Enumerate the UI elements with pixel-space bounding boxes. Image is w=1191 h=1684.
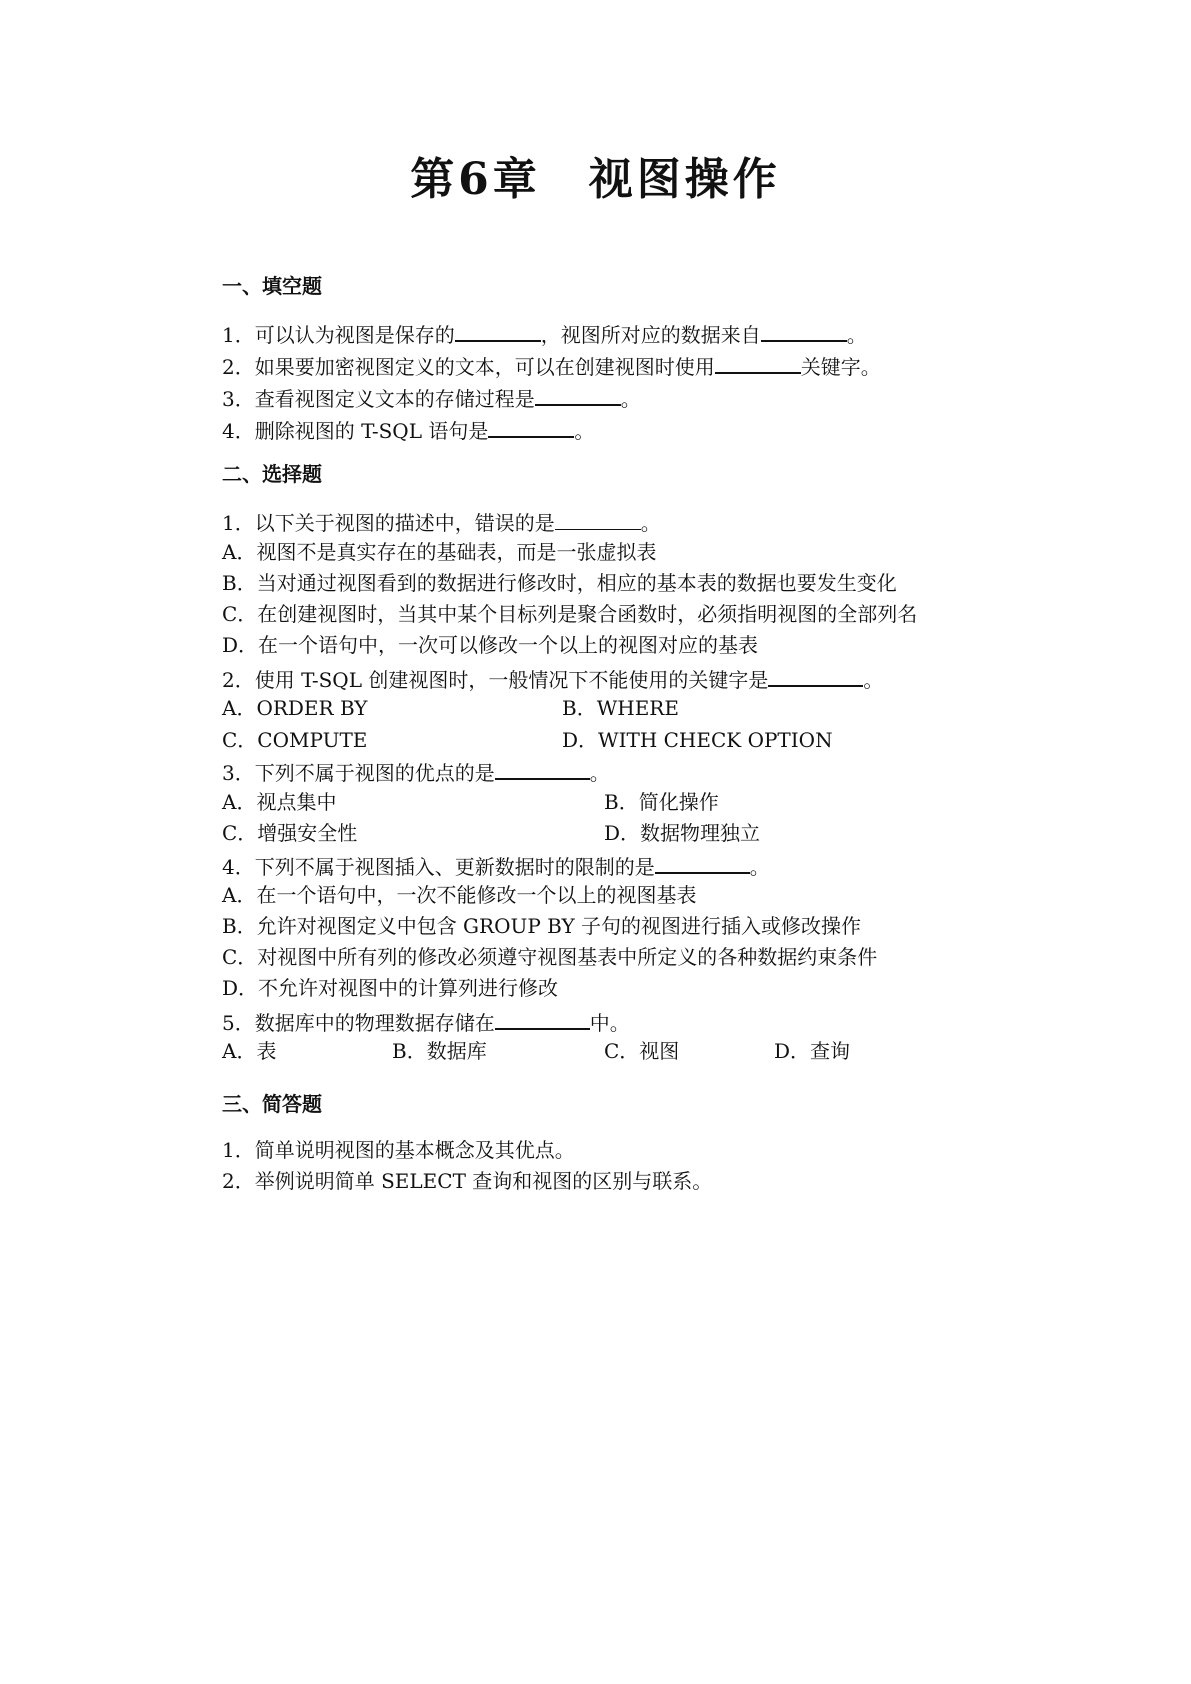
short-question-1: 1．简单说明视图的基本概念及其优点。 bbox=[222, 1138, 575, 1162]
question-text: 。 bbox=[640, 511, 661, 535]
question-text: 。 bbox=[863, 668, 884, 692]
question-text: 。 bbox=[620, 387, 641, 411]
question-text: 3．查看视图定义文本的存储过程是 bbox=[222, 387, 535, 411]
choice-question-1-stem bbox=[222, 507, 661, 537]
question-text: 2．使用 T-SQL 创建视图时，一般情况下不能使用的关键字是 bbox=[222, 668, 769, 692]
choice-q1-option-b: B．当对通过视图看到的数据进行修改时，相应的基本表的数据也要发生变化 bbox=[222, 571, 897, 595]
question-text: 2．如果要加密视图定义的文本，可以在创建视图时使用 bbox=[222, 355, 715, 379]
choice-q3-option-b: B．简化操作 bbox=[604, 790, 719, 814]
section-heading-short-answer: 三、简答题 bbox=[222, 1092, 322, 1116]
answer-blank bbox=[535, 382, 621, 406]
choice-q2-option-a: A．ORDER BY bbox=[222, 696, 368, 720]
short-question-2: 2．举例说明简单 SELECT 查询和视图的区别与联系。 bbox=[222, 1169, 713, 1193]
question-text: 1．以下关于视图的描述中，错误的是 bbox=[222, 511, 555, 535]
choice-q4-option-c: C．对视图中所有列的修改必须遵守视图基表中所定义的各种数据约束条件 bbox=[222, 945, 878, 969]
choice-q5-option-a: A．表 bbox=[222, 1039, 277, 1063]
question-text: 。 bbox=[589, 761, 610, 785]
choice-q1-option-a: A．视图不是真实存在的基础表，而是一张虚拟表 bbox=[222, 540, 657, 564]
question-text: 5．数据库中的物理数据存储在 bbox=[222, 1011, 495, 1035]
section-heading-fill-in: 一、填空题 bbox=[222, 274, 322, 298]
choice-q4-option-d: D．不允许对视图中的计算列进行修改 bbox=[222, 976, 559, 1000]
question-text: 关键字。 bbox=[800, 355, 881, 379]
question-text: 。 bbox=[574, 419, 595, 443]
choice-q5-option-c: C．视图 bbox=[604, 1039, 680, 1063]
answer-blank bbox=[495, 756, 590, 780]
answer-blank bbox=[555, 507, 641, 530]
question-text: 1．可以认为视图是保存的 bbox=[222, 323, 455, 347]
choice-q2-option-c: C．COMPUTE bbox=[222, 728, 368, 752]
choice-question-3-stem bbox=[222, 756, 610, 787]
answer-blank bbox=[455, 318, 541, 342]
choice-q3-option-a: A．视点集中 bbox=[222, 790, 337, 814]
fill-question-2 bbox=[222, 350, 881, 381]
answer-blank bbox=[768, 663, 863, 687]
question-text: 中。 bbox=[589, 1011, 630, 1035]
choice-q3-option-c: C．增强安全性 bbox=[222, 821, 358, 845]
fill-question-1 bbox=[222, 318, 867, 349]
answer-blank bbox=[495, 1006, 590, 1030]
fill-question-3 bbox=[222, 382, 641, 413]
question-text: 3．下列不属于视图的优点的是 bbox=[222, 761, 495, 785]
question-text: 。 bbox=[846, 323, 867, 347]
choice-question-5-stem bbox=[222, 1006, 630, 1037]
choice-q3-option-d: D．数据物理独立 bbox=[604, 821, 761, 845]
page-title: 第6章 视图操作 bbox=[410, 154, 781, 205]
choice-q4-option-a: A．在一个语句中，一次不能修改一个以上的视图基表 bbox=[222, 883, 697, 907]
answer-blank bbox=[655, 850, 750, 874]
choice-q2-option-b: B．WHERE bbox=[562, 696, 679, 720]
answer-blank bbox=[761, 318, 847, 342]
choice-question-4-stem bbox=[222, 850, 770, 881]
choice-q5-option-b: B．数据库 bbox=[392, 1039, 487, 1063]
choice-q1-option-c: C．在创建视图时，当其中某个目标列是聚合函数时，必须指明视图的全部列名 bbox=[222, 602, 918, 626]
section-heading-choice: 二、选择题 bbox=[222, 462, 322, 486]
answer-blank bbox=[715, 350, 801, 374]
question-text: ，视图所对应的数据来自 bbox=[540, 323, 761, 347]
answer-blank bbox=[488, 414, 574, 438]
question-text: 4．删除视图的 T-SQL 语句是 bbox=[222, 419, 489, 443]
fill-question-4 bbox=[222, 414, 594, 445]
question-text: 4．下列不属于视图插入、更新数据时的限制的是 bbox=[222, 855, 655, 879]
question-text: 。 bbox=[749, 855, 770, 879]
choice-q2-option-d: D．WITH CHECK OPTION bbox=[562, 728, 833, 752]
choice-q1-option-d: D．在一个语句中，一次可以修改一个以上的视图对应的基表 bbox=[222, 633, 759, 657]
choice-q5-option-d: D．查询 bbox=[774, 1039, 851, 1063]
choice-q4-option-b: B．允许对视图定义中包含 GROUP BY 子句的视图进行插入或修改操作 bbox=[222, 914, 862, 938]
choice-question-2-stem bbox=[222, 663, 883, 694]
